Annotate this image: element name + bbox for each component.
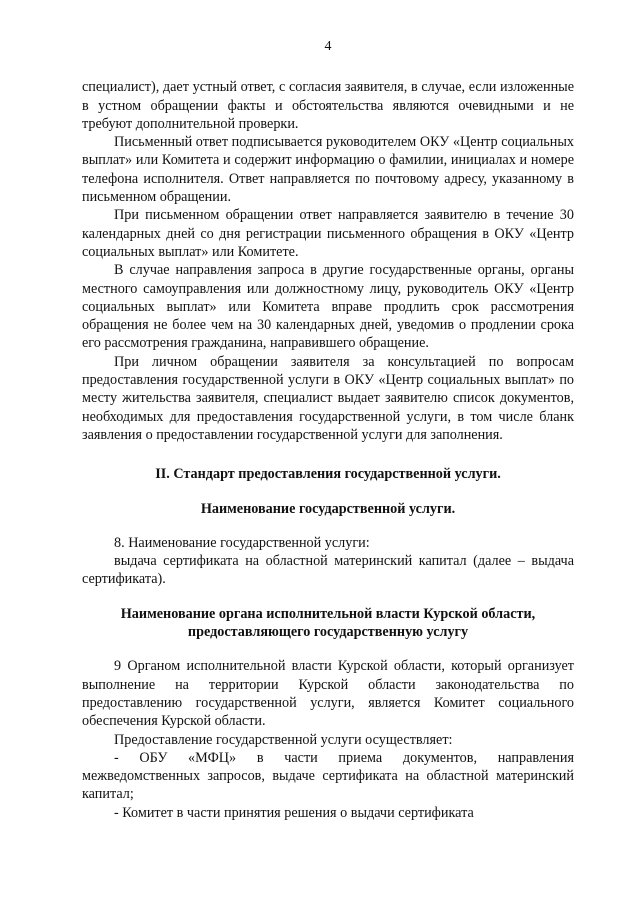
item-8-line2: выдача сертификата на областной материнский капитал (далее – выдача сертификата). [82, 553, 574, 588]
item-9-paragraph: 9 Органом исполнительной власти Курской области, который организует выполнение на территории Курской области законодательства по предоставлению государственной услуги, является Комитет социального обеспечения Курской области. [82, 658, 574, 730]
paragraph-oral-answer: специалист), дает устный ответ, с согласия заявителя, в случае, если изложенные в устном обращении факты и обстоятельства являются очевидными и не требуют дополнительной проверки. [82, 79, 574, 132]
item-9-provision: Предоставление государственной услуги осуществляет: [114, 731, 453, 748]
item-9-committee: - Комитет в части принятия решения о выдачи сертификата [114, 804, 474, 821]
item-9-mfc: - ОБУ «МФЦ» в части приема документов, направления межведомственных запросов, выдаче сертификата на областной материнский капитал; [82, 749, 574, 803]
paragraph-written-term: При письменном обращении ответ направляется заявителю в течение 30 календарных дней со дня регистрации письменного обращения в ОКУ «Центр социальных выплат» или Комитете. [82, 207, 574, 260]
subsection-title-authority [82, 605, 574, 642]
paragraph-written-answer: Письменный ответ подписывается руководителем ОКУ «Центр социальных выплат» или Комитета и содержит информацию о фамилии, инициалах и номере телефона исполнителя. Ответ направляется по почтовому адресу, указанному в письменном обращении. [82, 134, 574, 206]
subsection-title-service-name: Наименование государственной услуги. [200, 500, 456, 517]
item-8-line1: 8. Наименование государственной услуги: [114, 534, 370, 551]
paragraph-personal-consultation: При личном обращении заявителя за консультацией по вопросам предоставления государственной услуги в ОКУ «Центр социальных выплат» по месту жительства заявителя, специалист выдает заявителю список документов, необходимых для предоставления государственной услуги, в том числе бланк заявления о предоставлении государственной услуги для заполнения. [82, 353, 574, 443]
subsection-title-authority-line1: Наименование органа исполнительной власти Курской области, [120, 605, 536, 622]
subsection-title-authority-line2: предоставляющего государственную услугу [187, 624, 469, 641]
page-number: 4 [324, 39, 332, 54]
paragraph-request-extension: В случае направления запроса в другие государственные органы, органы местного самоуправления или должностному лицу, руководитель ОКУ «Центр социальных выплат» или Комитета вправе продлить срок рассмотрения обращения не более чем на 30 календарных дней, уведомив о продлении срока его рассмотрения гражданина, направившего обращение. [82, 262, 574, 352]
section-title: II. Стандарт предоставления государственной услуги. [155, 466, 501, 483]
document-page [82, 38, 574, 822]
